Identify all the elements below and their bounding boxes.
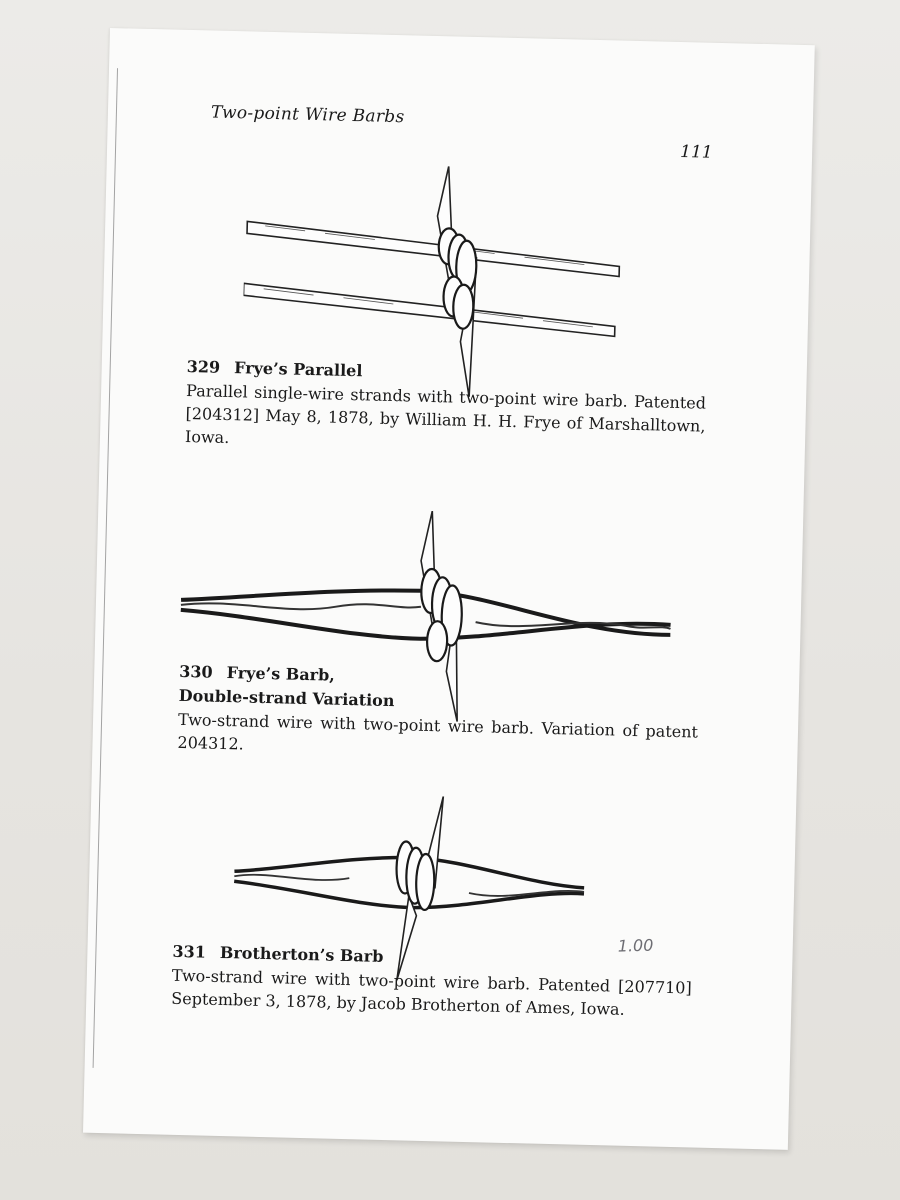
book-page (83, 28, 815, 1150)
entry-329 (185, 355, 707, 461)
entry-number: 331 (172, 941, 207, 962)
entry-title: Frye’s Parallel (233, 358, 363, 381)
entry-description: Two-strand wire with two-point wire barb. Variation of patent 204312. (177, 709, 699, 754)
page-number: 111 (679, 141, 713, 163)
pencil-price-mark: 1.00 (617, 935, 654, 956)
lower-wire (243, 283, 616, 336)
entry-title-line2: Double-strand Variation (178, 685, 395, 711)
upper-wire (246, 221, 620, 276)
entry-330 (177, 660, 699, 767)
entry-331 (171, 940, 693, 1023)
running-head: Two-point Wire Barbs (210, 102, 405, 128)
entry-description: Parallel single-wire strands with two-point wire barb. Patented [204312] May 8, 1878, by William H. H. Frye of Marshalltown, Iowa. (184, 380, 707, 448)
entry-title: Brotherton’s Barb (219, 942, 384, 966)
entry-title: Frye’s Barb, (226, 663, 336, 685)
entry-number: 329 (186, 356, 221, 377)
entry-number: 330 (179, 661, 213, 682)
entry-description: Two-strand wire with two-point wire barb. Patented [207710] September 3, 1878, by Jacob Brotherton of Ames, Iowa. (171, 965, 692, 1019)
